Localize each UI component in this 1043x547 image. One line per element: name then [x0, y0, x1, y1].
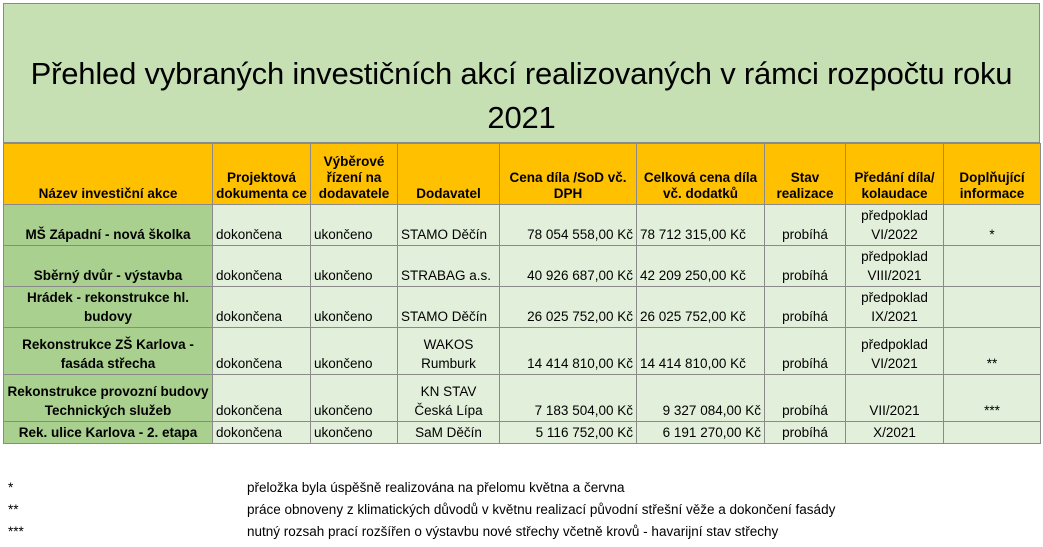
- footnote-row: [0, 524, 1043, 544]
- page-title: Přehled vybraných investičních akcí realizovaných v rámci rozpočtu roku 2021: [30, 56, 1013, 135]
- col-header-handover: Předání díla/ kolaudace: [846, 144, 944, 205]
- cell-supplier: WAKOS Rumburk: [398, 328, 500, 375]
- table-row: [4, 287, 1041, 328]
- cell-supplier: STAMO Děčín: [398, 205, 500, 246]
- cell-state: probíhá: [765, 205, 846, 246]
- table-row: [4, 328, 1041, 375]
- table-row: [4, 205, 1041, 246]
- header-row: [4, 144, 1041, 205]
- cell-name: MŠ Západní - nová školka: [4, 205, 213, 246]
- cell-info: **: [944, 328, 1041, 375]
- col-header-state: Stav realizace: [765, 144, 846, 205]
- cell-state: probíhá: [765, 375, 846, 422]
- cell-name: Rekonstrukce provozní budovy Technických služeb: [4, 375, 213, 422]
- footnote-text: nutný rozsah prací rozšířen o výstavbu nové střechy včetně krovů - havarijní stav střechy: [247, 524, 779, 539]
- cell-project: dokončena: [213, 422, 311, 444]
- cell-total: 6 191 270,00 Kč: [637, 422, 765, 444]
- cell-total: 9 327 084,00 Kč: [637, 375, 765, 422]
- col-header-supplier: Dodavatel: [398, 144, 500, 205]
- cell-info: *: [944, 205, 1041, 246]
- cell-supplier: KN STAV Česká Lípa: [398, 375, 500, 422]
- footnote-row: [0, 480, 1043, 500]
- footnote-mark: *: [8, 480, 14, 495]
- table-row: [4, 422, 1041, 444]
- cell-price: 5 116 752,00 Kč: [500, 422, 637, 444]
- cell-supplier: STAMO Děčín: [398, 287, 500, 328]
- col-header-project: Projektová dokumenta ce: [213, 144, 311, 205]
- cell-info: [944, 422, 1041, 444]
- cell-state: probíhá: [765, 246, 846, 287]
- cell-tender: ukončeno: [311, 422, 398, 444]
- footnote-mark: ***: [8, 524, 24, 539]
- cell-price: 14 414 810,00 Kč: [500, 328, 637, 375]
- title-box: [3, 3, 1040, 143]
- cell-info: [944, 246, 1041, 287]
- cell-price: 40 926 687,00 Kč: [500, 246, 637, 287]
- cell-name: Rekonstrukce ZŠ Karlova - fasáda střecha: [4, 328, 213, 375]
- cell-state: probíhá: [765, 328, 846, 375]
- cell-price: 78 054 558,00 Kč: [500, 205, 637, 246]
- col-header-name: Název investiční akce: [4, 144, 213, 205]
- footnote-row: [0, 502, 1043, 522]
- cell-handover: předpoklad VIII/2021: [846, 246, 944, 287]
- cell-handover: X/2021: [846, 422, 944, 444]
- col-header-info: Doplňující informace: [944, 144, 1041, 205]
- cell-handover: VII/2021: [846, 375, 944, 422]
- footnote-text: práce obnoveny z klimatických důvodů v květnu realizací původní střešní věže a dokončení fasády: [247, 502, 836, 517]
- footnote-text: přeložka byla úspěšně realizována na přelomu května a června: [247, 480, 625, 495]
- cell-info: [944, 287, 1041, 328]
- cell-info: ***: [944, 375, 1041, 422]
- cell-project: dokončena: [213, 375, 311, 422]
- cell-tender: ukončeno: [311, 375, 398, 422]
- table-row: [4, 246, 1041, 287]
- cell-project: dokončena: [213, 328, 311, 375]
- cell-supplier: SaM Děčín: [398, 422, 500, 444]
- cell-tender: ukončeno: [311, 287, 398, 328]
- cell-tender: ukončeno: [311, 246, 398, 287]
- cell-price: 7 183 504,00 Kč: [500, 375, 637, 422]
- cell-name: Hrádek - rekonstrukce hl. budovy: [4, 287, 213, 328]
- cell-price: 26 025 752,00 Kč: [500, 287, 637, 328]
- cell-handover: předpoklad VI/2022: [846, 205, 944, 246]
- cell-handover: předpoklad VI/2021: [846, 328, 944, 375]
- cell-project: dokončena: [213, 246, 311, 287]
- investment-table: [3, 143, 1041, 444]
- cell-tender: ukončeno: [311, 328, 398, 375]
- cell-project: dokončena: [213, 287, 311, 328]
- cell-supplier: STRABAG a.s.: [398, 246, 500, 287]
- cell-total: 78 712 315,00 Kč: [637, 205, 765, 246]
- cell-handover: předpoklad IX/2021: [846, 287, 944, 328]
- col-header-tender: Výběrové řízení na dodavatele: [311, 144, 398, 205]
- cell-total: 42 209 250,00 Kč: [637, 246, 765, 287]
- col-header-price: Cena díla /SoD vč. DPH: [500, 144, 637, 205]
- cell-name: Sběrný dvůr - výstavba: [4, 246, 213, 287]
- cell-state: probíhá: [765, 287, 846, 328]
- table-row: [4, 375, 1041, 422]
- cell-project: dokončena: [213, 205, 311, 246]
- cell-total: 26 025 752,00 Kč: [637, 287, 765, 328]
- cell-state: probíhá: [765, 422, 846, 444]
- col-header-total: Celková cena díla vč. dodatků: [637, 144, 765, 205]
- cell-tender: ukončeno: [311, 205, 398, 246]
- footnote-mark: **: [8, 502, 19, 517]
- cell-name: Rek. ulice Karlova - 2. etapa: [4, 422, 213, 444]
- cell-total: 14 414 810,00 Kč: [637, 328, 765, 375]
